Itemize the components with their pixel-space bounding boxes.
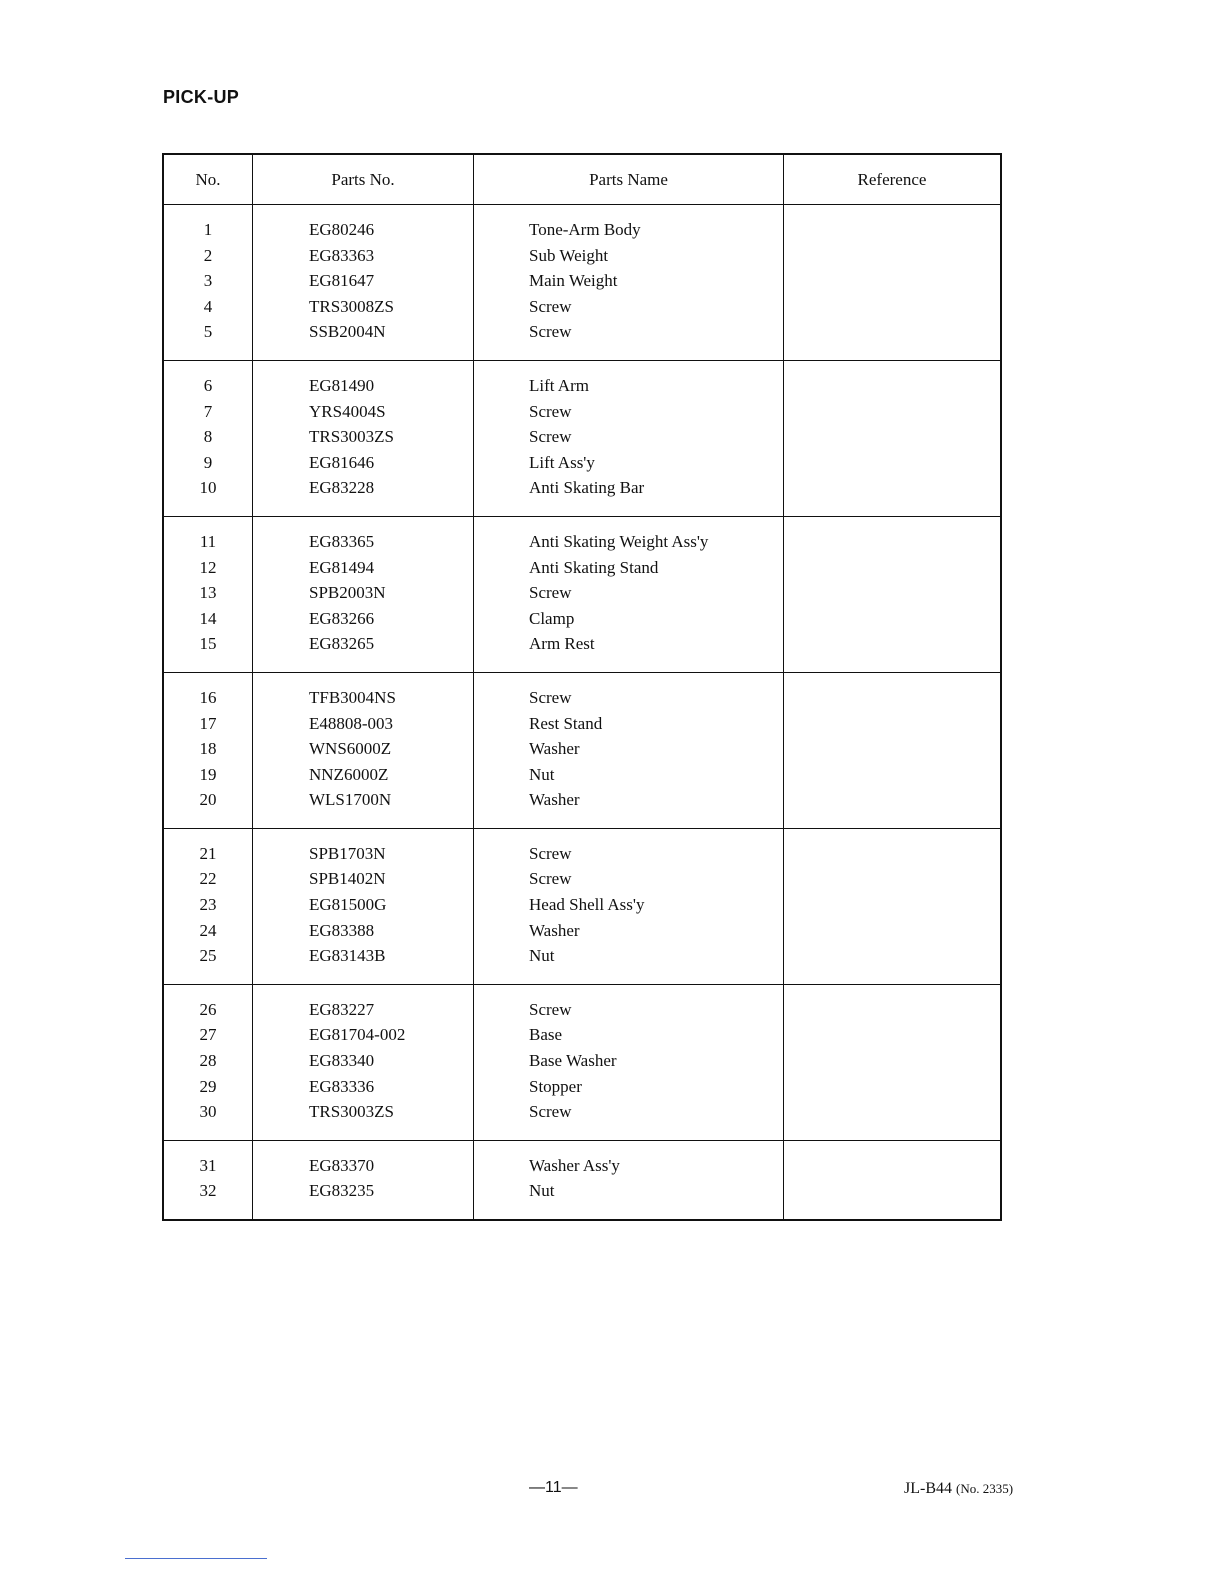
- table-row-group: [163, 984, 1001, 1140]
- cell-parts-no-value: EG83336: [309, 1076, 375, 1096]
- cell-no-value: 7: [203, 401, 213, 421]
- cell-parts-no-value: SPB1703N: [309, 843, 386, 863]
- cell-parts-name-value: Washer Ass'y: [529, 1155, 620, 1175]
- cell-parts-no-value: TFB3004NS: [309, 687, 396, 707]
- cell-parts-name-value: Rest Stand: [529, 713, 603, 733]
- cell-parts-no-value: E48808-003: [309, 713, 394, 733]
- cell-parts-name-value: Screw: [529, 1102, 572, 1122]
- cell-parts-name-value: Screw: [529, 843, 572, 863]
- table-row-group: [163, 672, 1001, 828]
- cell-parts-no-value: EG81646: [309, 452, 375, 472]
- cell-parts-no-value: EG81494: [309, 557, 375, 577]
- cell-parts-no-value: EG83388: [309, 920, 375, 940]
- cell-parts-name-value: Tone-Arm Body: [529, 220, 641, 239]
- cell-parts-name: [474, 828, 784, 984]
- header-no: No.: [163, 154, 253, 205]
- cell-parts-no-value: TRS3003ZS: [309, 1102, 395, 1122]
- cell-reference: [784, 205, 1002, 361]
- cell-no-value: 11: [199, 531, 217, 551]
- cell-parts-no-value: EG83370: [309, 1155, 375, 1175]
- cell-parts-no-value: YRS4004S: [309, 401, 386, 421]
- cell-parts-no-value: SPB2003N: [309, 583, 386, 603]
- cell-parts-name-value: Screw: [529, 999, 572, 1019]
- cell-parts-no-value: EG83363: [309, 245, 375, 265]
- cell-no-value: 5: [203, 322, 213, 342]
- cell-parts-no-value: EG81647: [309, 271, 375, 291]
- cell-parts-no-value: EG83227: [309, 999, 375, 1019]
- cell-parts-no: [253, 516, 474, 672]
- cell-parts-no-value: SPB1402N: [309, 869, 386, 889]
- cell-parts-no-value: EG83365: [309, 531, 375, 551]
- cell-no-value: 21: [199, 843, 217, 863]
- cell-no-value: 32: [199, 1181, 217, 1201]
- cell-parts-no-value: SSB2004N: [309, 322, 386, 342]
- cell-no-value: 2: [203, 245, 213, 265]
- bottom-rule: [125, 1558, 267, 1559]
- cell-no-value: 6: [203, 375, 213, 395]
- cell-reference: [784, 360, 1002, 516]
- cell-parts-no-value: EG83143B: [309, 946, 386, 966]
- cell-parts-name-value: Washer: [529, 739, 580, 759]
- cell-parts-name-value: Base Washer: [529, 1051, 617, 1071]
- cell-parts-no-value: WNS6000Z: [309, 739, 392, 759]
- cell-parts-no-value: TRS3008ZS: [309, 296, 395, 316]
- cell-parts-no: [253, 360, 474, 516]
- cell-parts-name-value: Nut: [529, 946, 555, 966]
- cell-parts-name-value: Screw: [529, 687, 572, 707]
- cell-no-value: 25: [199, 946, 217, 966]
- cell-parts-no-value: NNZ6000Z: [309, 764, 389, 784]
- cell-parts-no-value: WLS1700N: [309, 790, 392, 810]
- cell-parts-no-value: EG83265: [309, 634, 375, 654]
- cell-reference: [784, 516, 1002, 672]
- cell-no-value: 10: [199, 478, 217, 498]
- cell-no-value: 1: [203, 220, 213, 239]
- cell-parts-name-value: Anti Skating Bar: [529, 478, 645, 498]
- table-row-group: [163, 205, 1001, 361]
- cell-no-value: 19: [199, 764, 217, 784]
- cell-parts-name-value: Washer: [529, 790, 580, 810]
- cell-no-value: 4: [203, 296, 213, 316]
- cell-parts-name-value: Screw: [529, 296, 572, 316]
- cell-parts-no-value: EG83235: [309, 1181, 375, 1201]
- model-number: JL-B44: [904, 1480, 952, 1497]
- cell-parts-no-value: EG83266: [309, 608, 375, 628]
- cell-parts-no-value: EG81500G: [309, 895, 387, 915]
- cell-no-value: 31: [199, 1155, 217, 1175]
- cell-parts-name: [474, 205, 784, 361]
- cell-parts-name-value: Screw: [529, 583, 572, 603]
- cell-parts-name: [474, 1140, 784, 1220]
- cell-parts-name-value: Main Weight: [529, 271, 618, 291]
- cell-reference: [784, 672, 1002, 828]
- cell-parts-name-value: Lift Ass'y: [529, 452, 595, 472]
- cell-parts-name-value: Head Shell Ass'y: [529, 895, 645, 915]
- cell-no-value: 23: [199, 895, 217, 915]
- cell-parts-name-value: Screw: [529, 322, 572, 342]
- cell-parts-name-value: Screw: [529, 869, 572, 889]
- table-row-group: [163, 516, 1001, 672]
- cell-no: [163, 984, 253, 1140]
- page-title: PICK-UP: [163, 87, 240, 107]
- cell-parts-name-value: Sub Weight: [529, 245, 609, 265]
- cell-no-value: 28: [199, 1051, 217, 1071]
- cell-no-value: 12: [199, 557, 217, 577]
- cell-parts-name: [474, 360, 784, 516]
- cell-parts-name-value: Screw: [529, 427, 572, 447]
- cell-parts-no-value: EG80246: [309, 220, 375, 239]
- cell-no-value: 8: [203, 427, 213, 447]
- cell-parts-name: [474, 516, 784, 672]
- cell-no-value: 22: [199, 869, 217, 889]
- cell-no-value: 17: [199, 713, 217, 733]
- cell-no-value: 3: [203, 271, 213, 291]
- cell-no-value: 27: [199, 1025, 217, 1045]
- cell-no-value: 24: [199, 920, 217, 940]
- header-parts-no: Parts No.: [253, 154, 474, 205]
- cell-parts-no-value: EG83340: [309, 1051, 375, 1071]
- cell-parts-no-value: EG81490: [309, 375, 375, 395]
- cell-parts-name: [474, 672, 784, 828]
- header-reference: Reference: [784, 154, 1002, 205]
- cell-parts-name-value: Lift Arm: [529, 375, 589, 395]
- cell-no: [163, 516, 253, 672]
- cell-parts-name-value: Clamp: [529, 608, 575, 628]
- cell-parts-no: [253, 984, 474, 1140]
- cell-no-value: 30: [199, 1102, 217, 1122]
- cell-parts-name-value: Screw: [529, 401, 572, 421]
- cell-parts-name-value: Anti Skating Weight Ass'y: [529, 531, 709, 551]
- document-number: (No. 2335): [956, 1481, 1014, 1496]
- cell-no-value: 18: [199, 739, 217, 759]
- header-parts-name: Parts Name: [474, 154, 784, 205]
- cell-no-value: 9: [203, 452, 213, 472]
- table-body: [163, 205, 1001, 1221]
- cell-reference: [784, 1140, 1002, 1220]
- cell-no: [163, 360, 253, 516]
- cell-no: [163, 1140, 253, 1220]
- cell-reference: [784, 828, 1002, 984]
- cell-no-value: 15: [199, 634, 217, 654]
- cell-parts-no-value: TRS3003ZS: [309, 427, 395, 447]
- cell-parts-name-value: Base: [529, 1025, 563, 1045]
- cell-parts-no-value: EG83228: [309, 478, 375, 498]
- parts-table: [162, 153, 1002, 1221]
- cell-parts-no-value: EG81704-002: [309, 1025, 406, 1045]
- cell-no: [163, 828, 253, 984]
- cell-no-value: 20: [199, 790, 217, 810]
- table-row-group: [163, 1140, 1001, 1220]
- cell-parts-no: [253, 672, 474, 828]
- cell-parts-no: [253, 828, 474, 984]
- cell-no-value: 16: [199, 687, 217, 707]
- cell-parts-name-value: Stopper: [529, 1076, 582, 1096]
- table-header-row: [163, 154, 1001, 205]
- table-row-group: [163, 828, 1001, 984]
- model-label: [904, 1480, 1013, 1498]
- cell-no: [163, 672, 253, 828]
- cell-parts-name-value: Arm Rest: [529, 634, 595, 654]
- cell-no-value: 13: [199, 583, 217, 603]
- cell-parts-name: [474, 984, 784, 1140]
- cell-no-value: 14: [199, 608, 217, 628]
- cell-no-value: 26: [199, 999, 217, 1019]
- cell-no-value: 29: [199, 1076, 217, 1096]
- cell-no: [163, 205, 253, 361]
- cell-parts-name-value: Nut: [529, 1181, 555, 1201]
- cell-parts-no: [253, 205, 474, 361]
- cell-parts-name-value: Anti Skating Stand: [529, 557, 659, 577]
- page-number: —11—: [529, 1479, 578, 1496]
- table-row-group: [163, 360, 1001, 516]
- cell-reference: [784, 984, 1002, 1140]
- cell-parts-no: [253, 1140, 474, 1220]
- cell-parts-name-value: Washer: [529, 920, 580, 940]
- cell-parts-name-value: Nut: [529, 764, 555, 784]
